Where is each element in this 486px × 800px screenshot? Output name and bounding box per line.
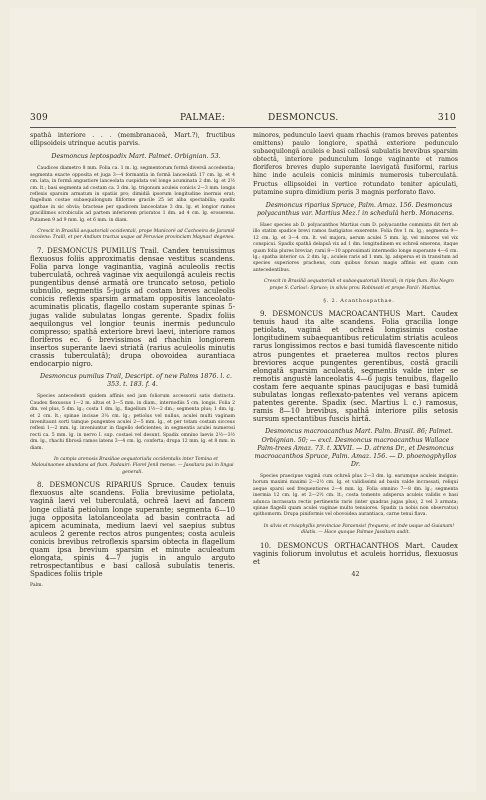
citation: Desmoncus pumilus Trail, Descript. of new Palms 1876. l. c. 353. t. 183. f. 4. (40, 373, 232, 389)
citation: Desmoncus leptospadix Mart. Palmet. Orbignian. 53. (51, 153, 221, 161)
left-running-title: PALMAE: (180, 113, 226, 123)
habitat-note: In silvis et riviaphyllis provinciae Paraensis! frequens, et inde usque ad Guianam! dilatis. — Hace quoque Palmae Jassitara audit. (263, 523, 455, 536)
description-small: Caudices diametro 8 mm. Folia ca. 1 m. lg. segmentorum formâ diversâ accedentia; segmenta exacte opposita et juga 3—4 formantia in formâ lanceolatâ 17 cm. lg. et 4 cm. lata, in formâ angustiore lanceolata cuspidata vel longe acuminata 2 dm. lg. et 2½ cm. lt.; basi segmenta ad costam ca. 3 dm. lg. trigonum aculeis conicis 2—3 mm. longis reflexis sparsim armatum in spatiis pro; dimidiâ ipsorum longitudine inermis erat; flagellum costae subaequilongum filiforme gracile 25 ist alba spectabilia; spadix spathae in sic obvia; bracteae per spadicem lanceolatae 3 dm. lg. et longior ramos gracillimos scrobiculis ad partem inferiorem prioratos 1 dm. ad 4 cm. lg. eroserens. Putamen 9 ad 9 mm. lg. et 6 mm. in diam. (30, 166, 235, 223)
footer-abbrev: Palm. (30, 583, 43, 589)
left-page-number: 309 (30, 113, 49, 123)
species-entry: 8. DESMONCUS RIPARIUS Spruce. Caudex tenuis flexuosus alte scandens. Folia breviusime petiolata, vaginâ laevi vel tuberculatâ, ochreâ laevi ad fancem longe ciliatâ petiolum longe superante; segmenta 6—10 juga opposita latolanceolata ad basin contracta ad apicem acuminata, medium laevi vel saepius subtus aculeos 2 gerente rectos atros pungentes; costa aculeis conicis brevibus retroflexis sparsim obtecta in flagellum quam ipsa brevium sparsim et minute aculeatum elongata, spinis 4—7 jugis in angulo arguto retrospectantibus e basi callosâ subulatis teneris. Spadices foliis triple (30, 481, 235, 579)
description-small: Haec species ab D. polyacanthos Martius cum D. polyacanthe commixta dit fert ab illo statim spadice brevi ramos fastigiatos exserente. Folia five 1 m. lg.; segmenta 9—12 cm. lg. et 3—4 cm. lt. vel majora, aerum aculei 5 mm. lg. vel minores vel vix conspicui. Spadix spathâ delapsâ vix ad 1 dm. longitudinem ex ochreâ emerens, itaque quam folia plures breviar; rami 8—10 approximati intermedio longe superante 4—6 cm. lg.; spatha interior ca. 2 dm. lg., aculeis raris ad 1 mm. lg. adspersa et in transitum ad species superiores prachens, cum quibus forsan magis affinis est quam cum antecedentibus. (253, 222, 458, 273)
description-small: Species antecedenti quidem affinis sed jam foliorum accessorii satis distincta. Caudex flexuosus 1—2 m. altus et 3—5 mm. in diam., internodiis 5 cm. longis. Folia 2 dm. vel plus, 5 dm. lg.; costa 1 dm. lg., flagellum 1½—2 dm.; segmenta plus; 1 dm. lg. et 2 cm. lt.; spinae incisae 3¼ cm. lg.; petiolus vel nullus, aculei multi vaginam invenitaunt sorti tamque pungentes aculei 2—5 mm. lg., et per totam costam sicceus reflexi 1—2 mm. lg. inveniuntur in flagello deficientes; in segmentis aculei numerosi recti ca. 5 mm. lg. in nervo I. sup. costaei vel desunt. Spadix omnino laevis 2½—3½ dm. lg., rhachi fibrosâ ramos latens 3—4 cm. lg. conferta; drupa 12 mm. lg. et 8 mm. in diam. (30, 394, 235, 451)
citation: Desmoncus riparius Spruce, Palm. Amaz. 156. Desmoncus polyacanthus var. Martius Mez.! in schedulâ herb. Monacens. (257, 201, 454, 217)
right-running-title: DESMONCUS. (268, 113, 339, 123)
species-entry: 7. DESMONCUS PUMILUS Trail. Candex tenuissimus flexuosus foliis approximatis densae vestitus scandens. Folia parva longe vaginantia, vaginâ aculeolis rectis tuberculatâ, ochreâ vaginae vix aequilongâ aculeis rectis pungentibus densé armatâ ore truncato setoso, petiolo subnullo, segmentis 5-jugis ad costam breves aculeolis conicis reflexis sparsim armatam oppositis lanceolato-acuminatis plicatis, flagello costam superante spinas 5-jugas valide subulatas longas gerente. Spadix foliis aequilongus vel longior teunis inermis pedunculo compresso; spathâ exteriore brevi laevi, interiore ramos floriferos ec. 6 brevissimos ad rhachin longiorem insertos superante laevi striatâ (rarius aculeolis minutis crassis tuberculatâ); drupa obovoidea aurantiaca endocarpio nigro. (30, 246, 235, 369)
habitat-note: Crescit in Brasiliâ aequatoriali occidentali, prope Manicoré ad Cachoeira de Jaramiê incolens: Traill, et per Andium tractus usque ad Peruviae provinciam Maynas! degenes. (30, 228, 235, 241)
description-small: Species praecipue vaginâ cum ochreâ plus 2—3 dm. lg. earumque aculeis insignis: horum maximi maximi 2—2½ cm. lg. et validissimi ad basin valde incrassati, reliqui aeque sparsi sed frequentiores 2—4 mm. lg. Folia omnino 7—8 dm. lg.; segmenta inermia 12 cm. lg. et 2—2½ cm. lt.; costa tomento adspersa aculeis validis e basi adunca incrassata rectis pertinentis raris (inter quadras jugas plus), 2 vel 3 armata; spinae flagelli quam aculei vaginae multo tenuiores. Spadix (a nobis non observatus) spithomorm. Drupa piniformis vel obovoidea aurantiaca, carne tenui flava. (253, 473, 458, 518)
paragraph: spathâ interiore . . . (membranaceâ, Mart.?), fructibus ellipsoideis utrinque acutis parvis. (30, 132, 235, 148)
species-entry: 9. DESMONCUS MACROACANTHUS Mart. Caudex tenuis haud ita alte scandens. Folia gracilia longe petiolata, vaginâ et ochreâ longissimis costae longitudinem subaequantibus reticulatim striatis aculeos rarus longissimos rectos e basi tumidâ flavescente nitido atros pungentes et praeterea multos rectos plures breviores acque pungentes gerentibus, costâ gracili elongatâ sparsim aculeatâ, segmentis valde inter se remotis angustè lanceolatis 4—6 jugis tenuibus, flagello costam fere aequante spinas paucijugas e basi tumidâ subulatas longas reflexato-patentes vel verans apicem patentes gerente. Spadix (sec. Martius l. c.) ramosus, ramis 8—10 brevibus, spathâ interiore pilis setosis sursum spectantibus fuscis hirtâ. (253, 310, 458, 424)
species-entry: 10. DESMONCUS ORTHACANTHOS Mart. Caudex vaginis foliorum involutus et aculeis horridus, flexuosus et (253, 541, 458, 566)
book-page (10, 8, 476, 792)
section-heading: §. 2. Acanthospathae. (323, 298, 395, 304)
right-column (253, 132, 458, 584)
right-page-number: 310 (437, 113, 456, 123)
running-header (30, 113, 456, 128)
left-column (30, 132, 235, 595)
habitat-note: In campis arenosis Brasiliae aequatorialis occidentalis inter Tomina et Malouinaonee abundans ad flum. Padauiri: Florel Jenil mense. — Jassitara pui in lingui generali. (31, 457, 234, 475)
citation: Desmoncus macroacanthus Mart. Palm. Brasil. 86; Palmet. Orbignian. 50; — excl. Desmoncus macroacanthus Wallace Palm-trees Amaz. 73. t. XXVII. — D. atrens Dr., et Desmoncus macroacanthos Spruce, Palm. Amaz. 156. — D. phoenogphyllos Dr. (254, 428, 457, 468)
habitat-note: Crescit in Brasiliâ aequatoriali et subaequatoriali litorali; in ripis flum. Rio Negro prope S. Carlos!: Spruce; in silvis prov. Robinsoti et prope Pará!: Martius. (264, 279, 454, 291)
paragraph: minores, pedunculo laevi quam rhachis (ramos breves patentes emittens) paulo longiore, spathâ exteriore pedunculo subaequilongâ aculeis e basi callosâ subulatis brevibus sparsim obtectâ, interiore pedunculum longe vaginante et ramos floriferos breves duplo superante laevigatâ fusiformi, rarius hinc inde aculeis conicis minimis numerosis tuberculatâ. Fructus ellipsoidei in vertice rotundato teniter apiculati, putamine supra dimidium peris 3 magnis perforato flavo. (253, 132, 458, 196)
signature-mark: 42 (351, 570, 360, 578)
